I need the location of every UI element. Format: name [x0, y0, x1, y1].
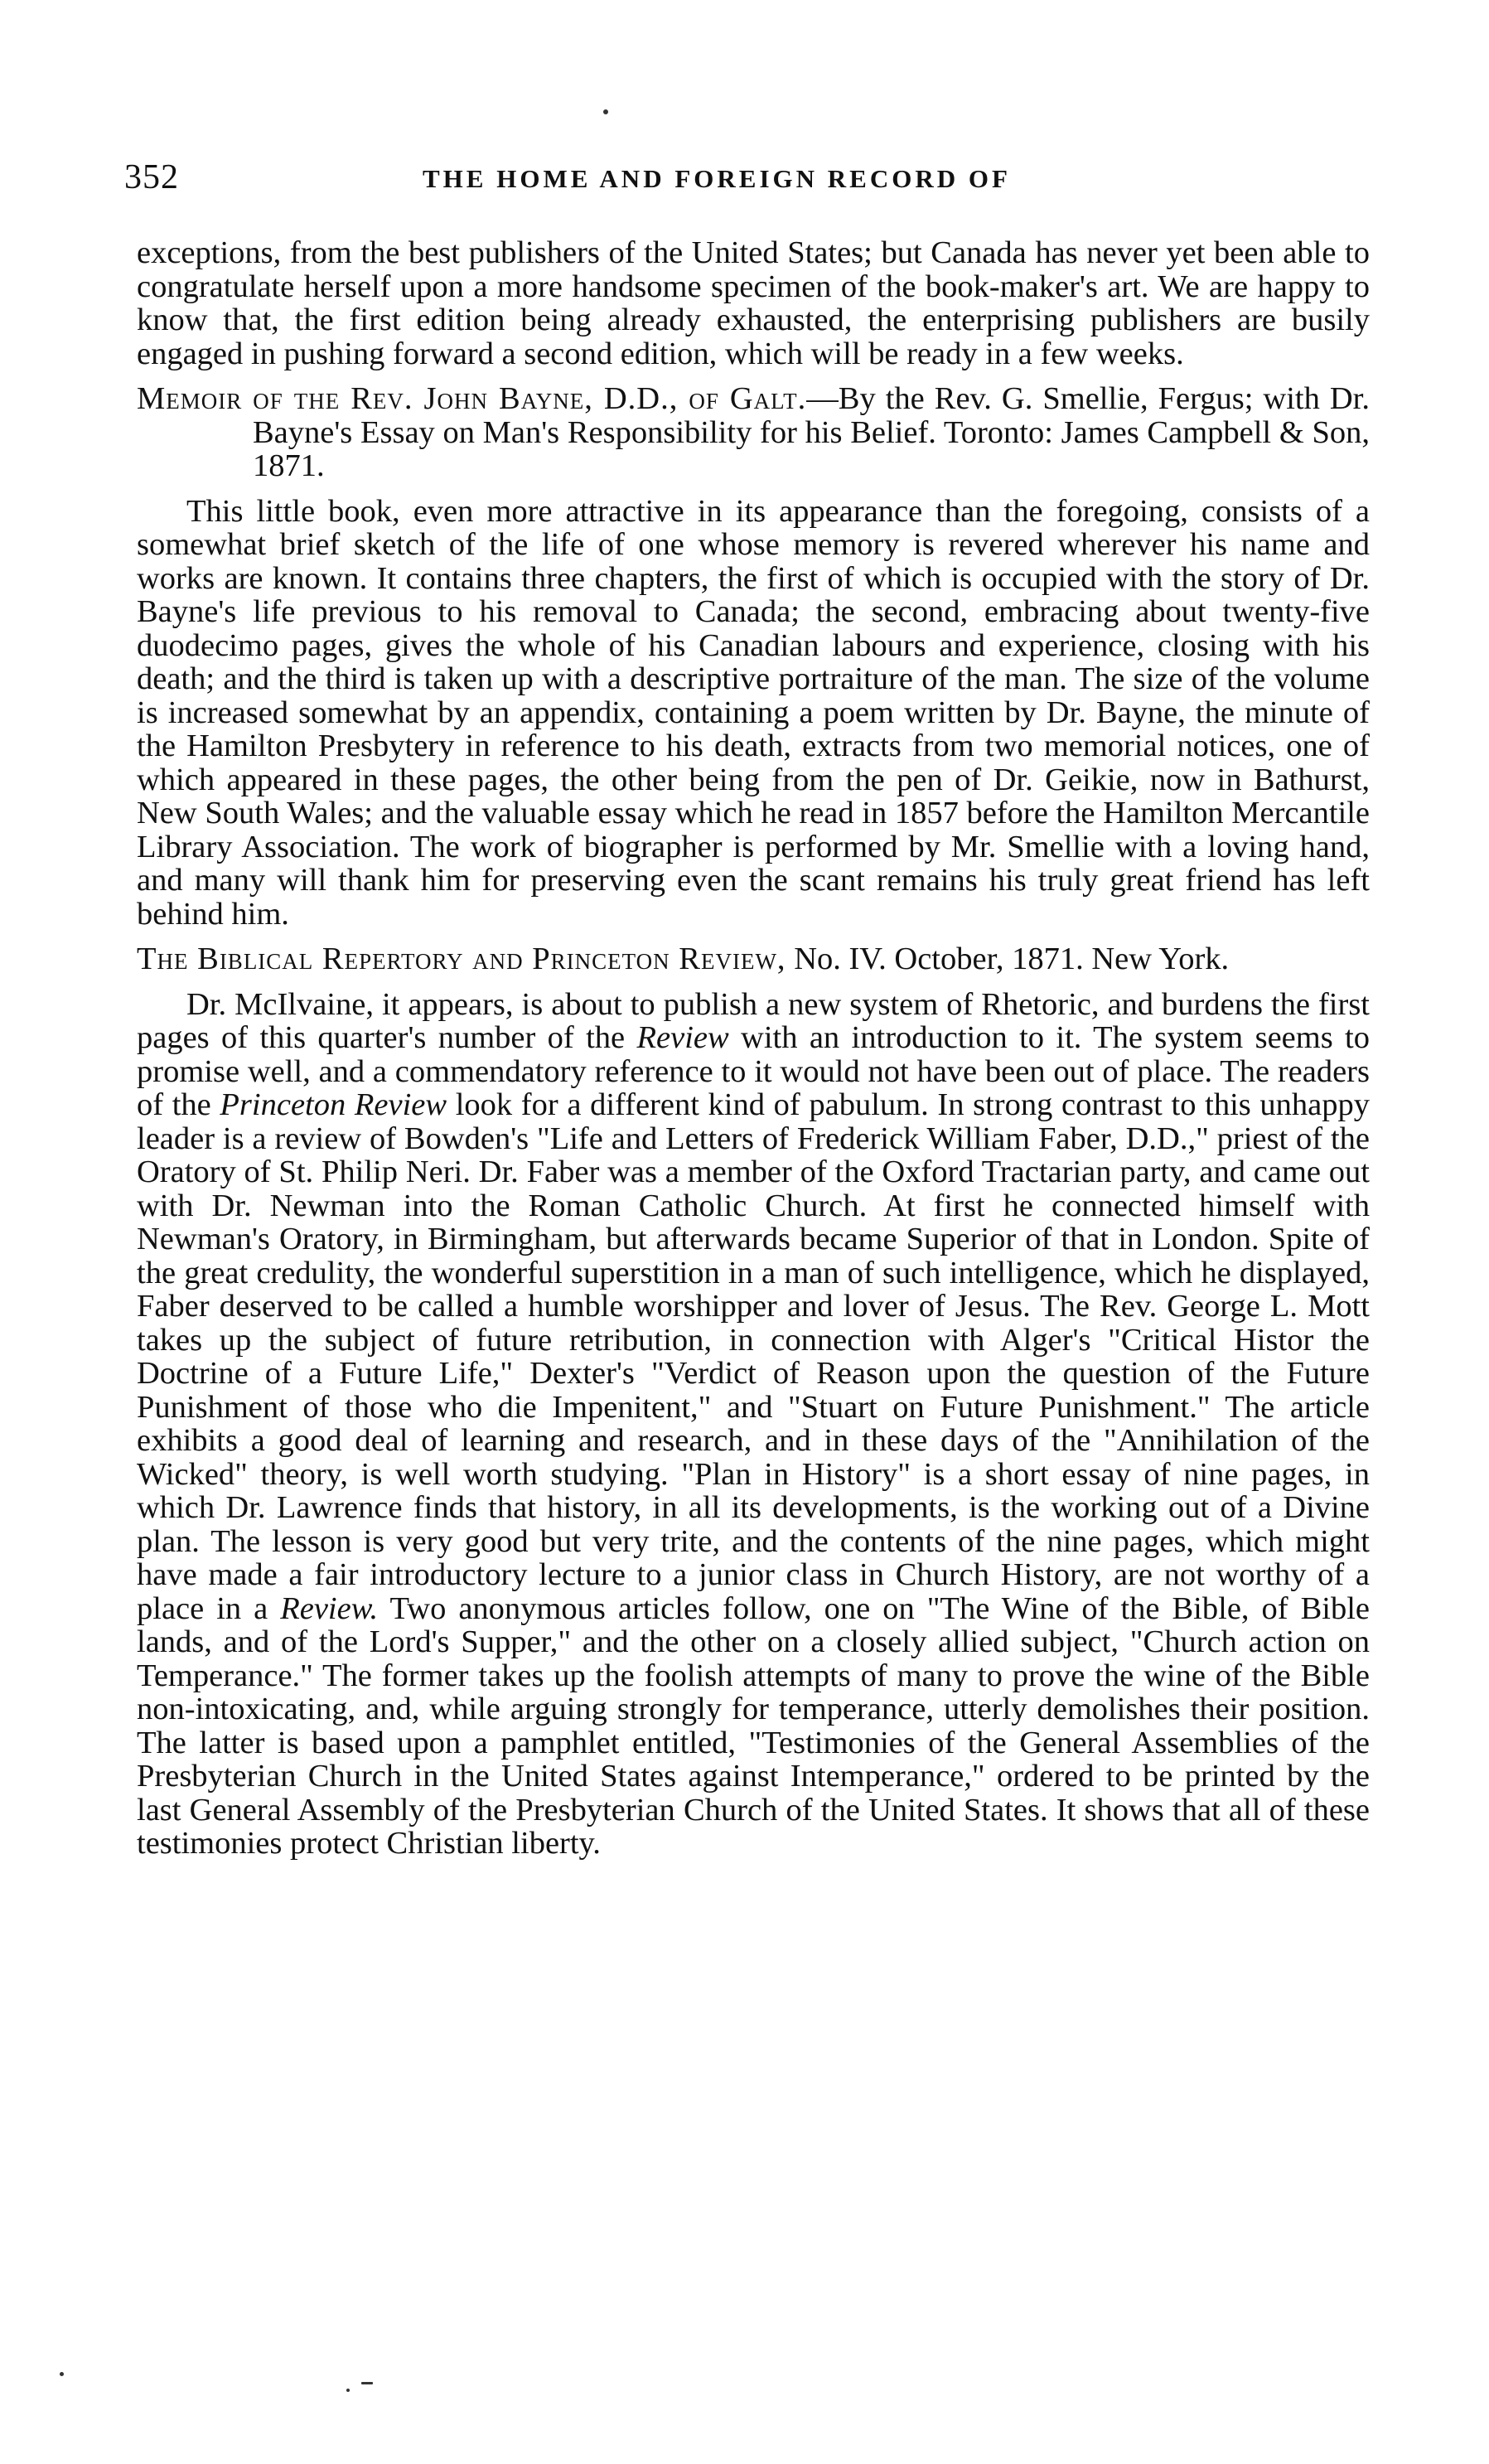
review-title-memoir: Memoir of the Rev. John Bayne, D.D., of Galt. [137, 381, 807, 416]
review-title-princeton: The Biblical Repertory and Princeton Review, [137, 942, 786, 976]
italic-review: Review [636, 1020, 729, 1055]
review-citation-princeton: No. IV. October, 1871. New York. [786, 942, 1230, 976]
review-citation-memoir: —By the Rev. G. Smellie, Fergus; with Dr. Bayne's Essay on Man's Responsibility for his Belief. Toronto: James Campbell & Son, 1871. [253, 381, 1370, 483]
print-speck [346, 2389, 350, 2392]
italic-review-end: Review. [280, 1590, 379, 1626]
text-segment: Dr. McIlvaine, it appears, is about to publish a new system of Rhetoric, and burdens the first pages of this quarter's number of the [137, 986, 1370, 1055]
page-number: 352 [124, 158, 179, 196]
paragraph-memoir-review: This little book, even more attractive in its appearance than the foregoing, consists of a somewhat brief sketch of the life of one whose memory is revered wherever his name and works are known. It contains three chapters, the first of which is occupied with the story of Dr. Bayne's life previous to his removal to Canada; the second, embracing about twenty-five duodecimo pages, gives the whole of his Canadian labours and experience, closing with his death; and the third is taken up with a descriptive portraiture of the man. The size of the volume is increased somewhat by an appendix, containing a poem written by Dr. Bayne, the minute of the Hamilton Presbytery in reference to his death, extracts from two memorial notices, one of which appeared in these pages, the other being from the pen of Dr. Geikie, now in Bathurst, New South Wales; and the valuable essay which he read in 1857 before the Hamilton Mercantile Library Association. The work of biographer is performed by Mr. Smellie with a loving hand, and many will thank him for preserving even the scant remains his truly great friend has left behind him. [137, 493, 1370, 932]
print-speck [60, 2372, 64, 2376]
italic-princeton-review: Princeton Review [220, 1087, 447, 1122]
review-heading-memoir [137, 382, 1370, 483]
body-text [137, 236, 1370, 1861]
print-speck [361, 2382, 373, 2384]
text-segment: Two anonymous articles follow, one on "The Wine of the Bible, of Bible lands, and of the Lord's Supper," and the other on a closely allied subject, "Church action on Temperance." The former takes up the foolish attempts of many to prove the wine of the Bible non-intoxicating, and, while arguing strongly for temperance, utterly demolishes their position. The latter is based upon a pamphlet entitled, "Testimonies of the General Assemblies of the Presbyterian Church in the United States against Intemperance," ordered to be printed by the last General Assembly of the Presbyterian Church of the United States. It shows that all of these testimonies protect Christian liberty. [137, 1590, 1371, 1861]
review-heading-princeton [137, 942, 1370, 976]
paragraph-princeton-review [137, 988, 1370, 1861]
page-header [124, 157, 1367, 207]
paragraph-continuation: exceptions, from the best publishers of the United States; but Canada has never yet been able to congratulate herself upon a more handsome specimen of the book-maker's art. We are happy to know that, the first edition being already exhausted, the enterprising publishers are busily engaged in pushing forward a second edition, which will be ready in a few weeks. [137, 235, 1370, 371]
running-head: THE HOME AND FOREIGN RECORD OF [423, 164, 1011, 193]
print-speck [603, 109, 608, 114]
text-segment: with an introduction to it. The system seems to promise well, and a commendatory reference to it would not have been out of place. The readers of the [137, 1020, 1370, 1122]
text-segment: look for a different kind of pabulum. In strong contrast to this unhappy leader is a review of Bowden's "Life and Letters of Frederick William Faber, D.D.," priest of the Oratory of St. Philip Neri. Dr. Faber was a member of the Oxford Tractarian party, and came out with Dr. Newman into the Roman Catholic Church. At first he connected himself with Newman's Oratory, in Birmingham, but afterwards became Superior of that in London. Spite of the great credulity, the wonderful superstition in a man of such intelligence, which he displayed, Faber deserved to be called a humble worshipper and lover of Jesus. The Rev. George L. Mott takes up the subject of future retribution, in connection with Alger's "Critical Histor the Doctrine of a Future Life," Dexter's "Verdict of Reason upon the question of the Future Punishment of those who die Impenitent," and "Stuart on Future Punishment." The article exhibits a good deal of learning and research, and in these days of the "Annihilation of the Wicked" theory, is well worth studying. "Plan in History" is a short essay of nine pages, in which Dr. Lawrence finds that history, in all its developments, is the working out of a Divine plan. The lesson is very good but very trite, and the contents of the nine pages, which might have made a fair introductory lecture to a junior class in Church History, are not worthy of a place in a [137, 1087, 1370, 1626]
